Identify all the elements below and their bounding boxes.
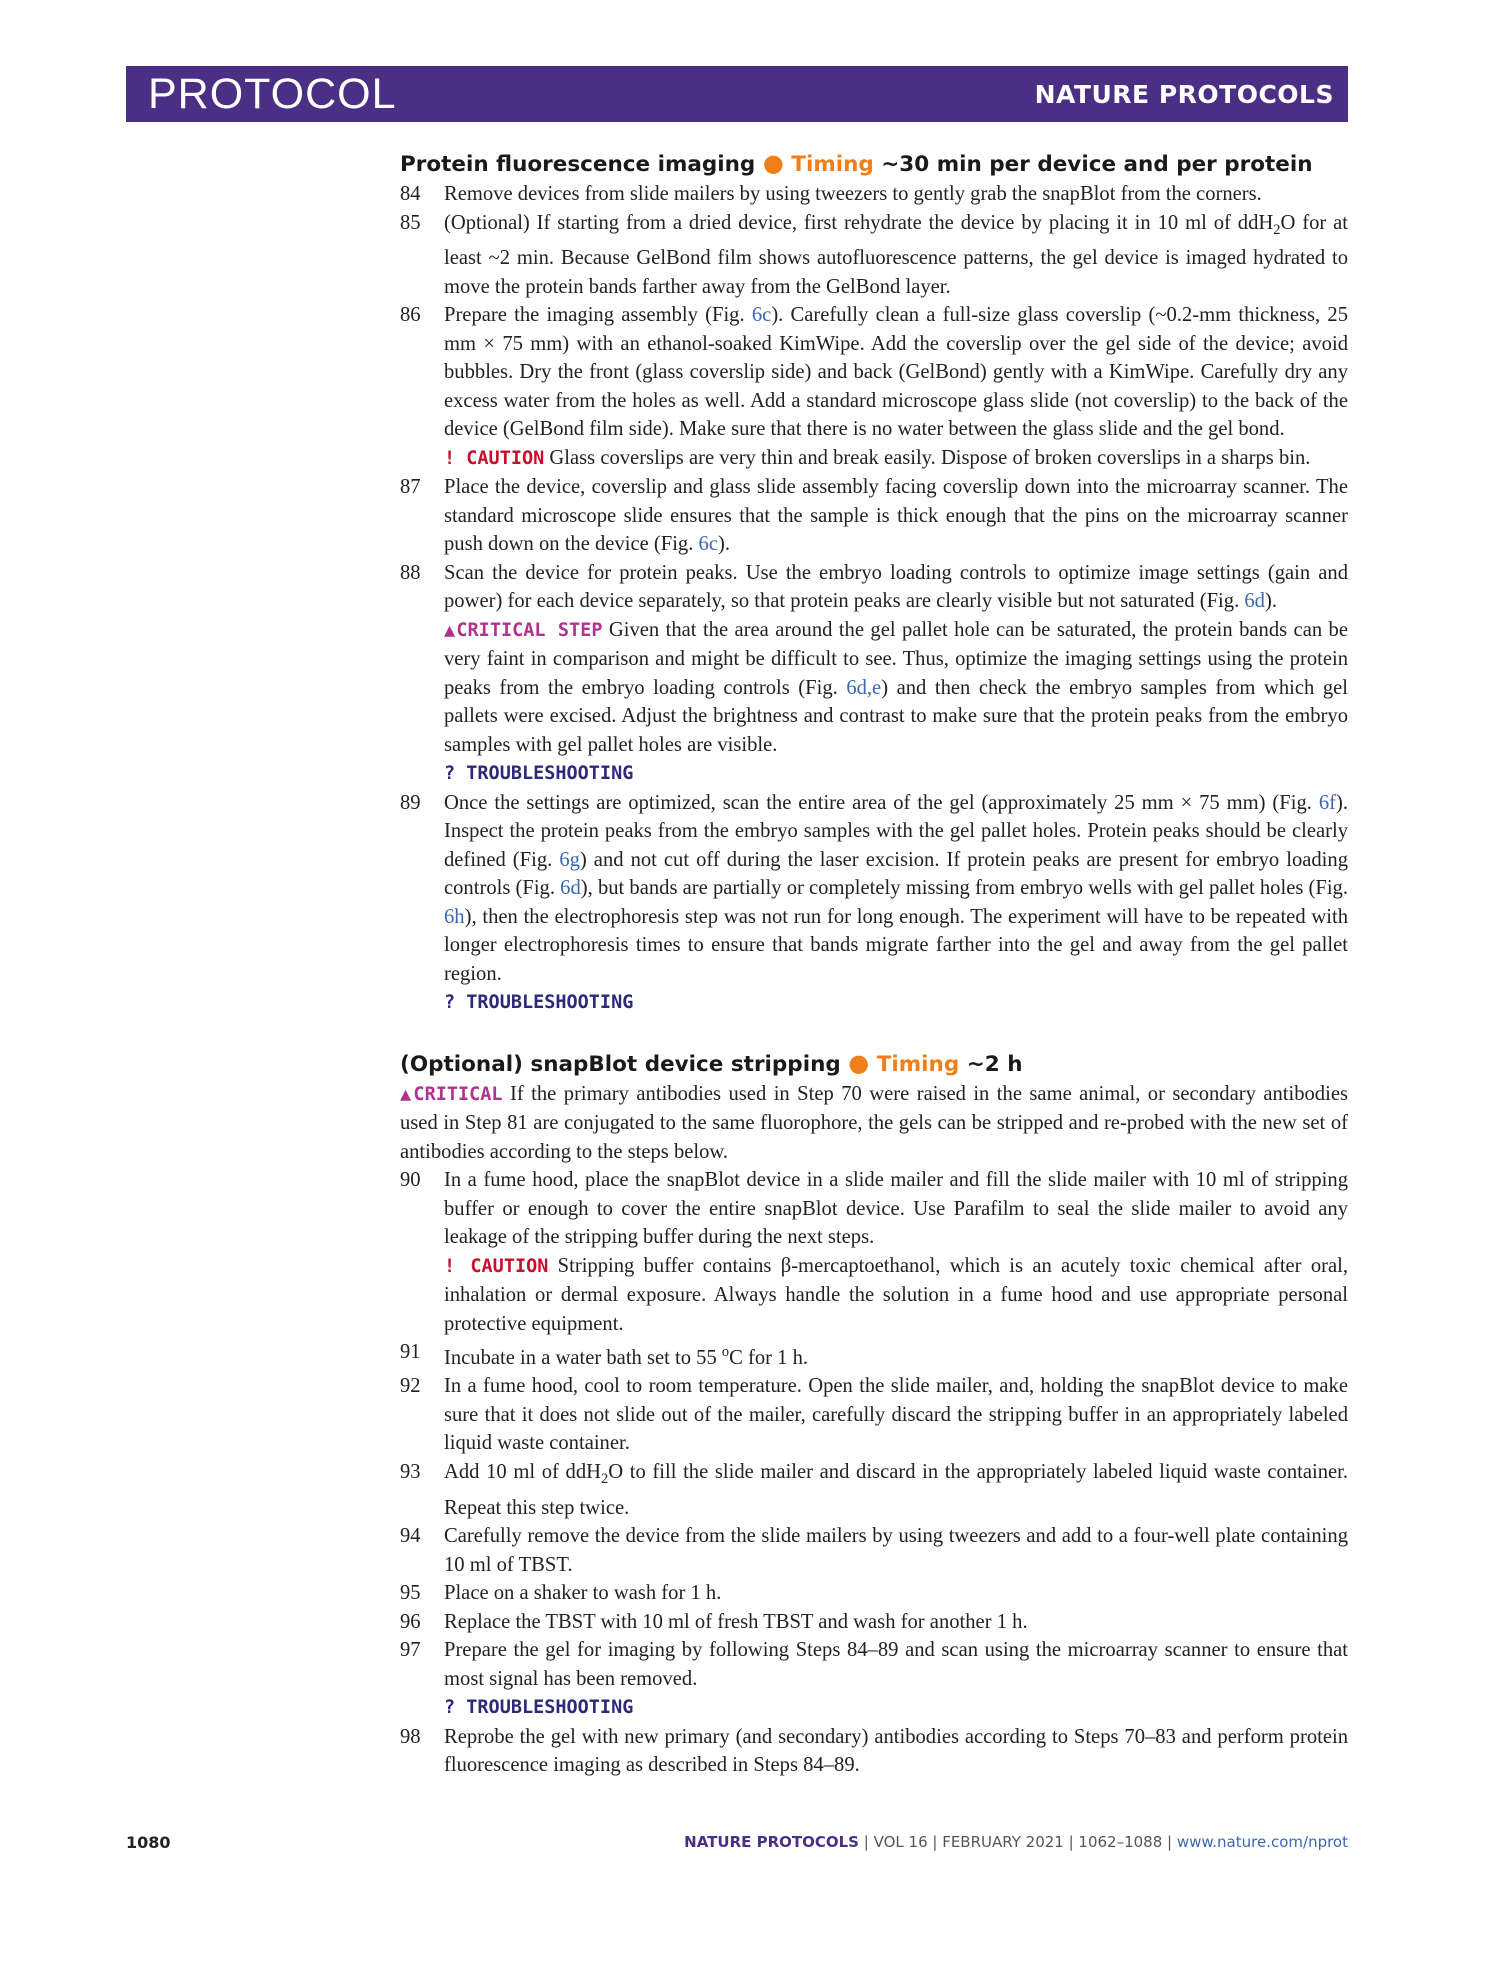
troubleshooting-link-88 [400, 759, 1348, 789]
step-94 [400, 1522, 1348, 1579]
step-text: ), but bands are partially or completely missing from embryo wells with gel pallet holes (Fig. [580, 877, 1348, 900]
step-text: Prepare the imaging assembly (Fig. [444, 304, 752, 327]
step-95 [400, 1579, 1348, 1608]
step-number: 92 [400, 1375, 421, 1398]
timing-dot-icon: ● [848, 1048, 870, 1077]
figure-link[interactable]: 6d [1244, 590, 1265, 613]
section-spacer [400, 1018, 1348, 1048]
step-91 [400, 1338, 1348, 1372]
step-text: ) and not cut off during the laser excision. If protein peaks are present for embryo loading controls (Fig. [444, 848, 1348, 900]
troubleshooting-label[interactable]: ? TROUBLESHOOTING [444, 763, 634, 785]
step-number: 84 [400, 183, 421, 205]
timing-value: ~30 min per device and per protein [881, 152, 1313, 177]
caution-text: Glass coverslips are very thin and break easily. Dispose of broken coverslips in a sharps bin. [549, 446, 1311, 469]
section-title: (Optional) snapBlot device stripping [400, 1051, 841, 1077]
step-text: (Optional) If starting from a dried device, first rehydrate the device by placing it in 10 ml of ddH [444, 211, 1274, 234]
figure-link[interactable]: 6d [560, 877, 581, 900]
step-text: Place on a shaker to wash for 1 h. [444, 1582, 722, 1605]
step-text: Replace the TBST with 10 ml of fresh TBST and wash for another 1 h. [444, 1610, 1028, 1633]
troubleshooting-label[interactable]: ? TROUBLESHOOTING [444, 1697, 634, 1719]
step-text: Prepare the gel for imaging by following Steps 84–89 and scan using the microarray scanner to ensure that most signal has been removed. [444, 1639, 1348, 1690]
article-body [400, 148, 1348, 1780]
figure-link[interactable]: 6h [444, 905, 465, 928]
footer-volume: | VOL 16 | FEBRUARY 2021 | 1062–1088 | [859, 1833, 1177, 1851]
step-text: Carefully remove the device from the slide mailers by using tweezers and add to a four-well plate containing 10 ml of TBST. [444, 1525, 1348, 1576]
step-number: 94 [400, 1525, 421, 1548]
timing-label: Timing [791, 152, 874, 177]
step-text: O to fill the slide mailer and discard in the appropriately labeled liquid waste container. Repeat this step twice. [444, 1460, 1349, 1519]
superscript: o [721, 1344, 730, 1361]
step-text: Place the device, coverslip and glass slide assembly facing coverslip down into the microarray scanner. The standard microscope slide ensures that the sample is thick enough that the pins on the microarray scanner push down on the device (Fig. [444, 476, 1348, 556]
step-93 [400, 1458, 1348, 1522]
step-number: 96 [400, 1610, 421, 1633]
caution-label: ! CAUTION [444, 447, 545, 469]
header-section-label: PROTOCOL [148, 70, 397, 118]
figure-link[interactable]: 6d,e [846, 676, 882, 699]
footer-url-link[interactable]: www.nature.com/nprot [1176, 1833, 1348, 1851]
caution-text: Stripping buffer contains β-mercaptoethanol, which is an acutely toxic chemical after oral, inhalation or dermal exposure. Always handle the solution in a fume hood and use appropriate personal protective equipment. [444, 1254, 1348, 1335]
critical-text: If the primary antibodies used in Step 70 were raised in the same animal, or secondary antibodies used in Step 81 are conjugated to the same fluorophore, the gels can be stripped and re-probed with the new set of antibodies according to the steps below. [400, 1082, 1348, 1163]
step-number: 85 [400, 211, 421, 234]
troubleshooting-label[interactable]: ? TROUBLESHOOTING [444, 992, 634, 1014]
troubleshooting-link-89 [400, 988, 1348, 1018]
step-text: In a fume hood, cool to room temperature. Open the slide mailer, and, holding the snapBlot device to make sure that it does not slide out of the mailer, carefully discard the stripping buffer in an appropriately labeled liquid waste container. [444, 1375, 1348, 1455]
timing-dot-icon: ● [762, 149, 784, 177]
header-journal-name: NATURE PROTOCOLS [1034, 80, 1334, 109]
step-88 [400, 559, 1348, 616]
step-86 [400, 301, 1348, 444]
step-text: ), then the electrophoresis step was not run for long enough. The experiment will have to be repeated with longer electrophoresis times to ensure that bands migrate farther into the gel and away from the gel pallet region. [444, 905, 1348, 985]
step-number: 89 [400, 791, 421, 814]
step-number: 97 [400, 1639, 421, 1662]
troubleshooting-link-97 [400, 1693, 1348, 1723]
step-number: 88 [400, 561, 421, 584]
section-heading-stripping [400, 1048, 1348, 1080]
step-number: 98 [400, 1725, 421, 1748]
step-97 [400, 1636, 1348, 1693]
step-text: ). [1264, 590, 1277, 613]
section-heading-imaging [400, 148, 1348, 180]
figure-link[interactable]: 6f [1318, 791, 1336, 814]
step-85 [400, 209, 1348, 302]
page-number: 1080 [126, 1833, 171, 1852]
step-text: O for at least ~2 min. Because GelBond film shows autofluorescence patterns, the gel device is imaged hydrated to move the protein bands farther away from the GelBond layer. [444, 211, 1348, 298]
step-90 [400, 1166, 1348, 1252]
step-84 [400, 180, 1348, 209]
step-text: Add 10 ml of ddH [444, 1460, 602, 1483]
step-text: C for 1 h. [729, 1346, 809, 1369]
step-text: Incubate in a water bath set to 55 [444, 1346, 722, 1369]
critical-intro [400, 1080, 1348, 1167]
critical-step-label: ▲CRITICAL STEP [444, 619, 603, 641]
step-text: ). Carefully clean a full-size glass coverslip (~0.2-mm thickness, 25 mm × 75 mm) with an ethanol-soaked KimWipe. Add the coverslip over the gel side of the device; avoid bubbles. Dry the front (glass coverslip side) and back (GelBond) gently with a KimWipe. Carefully dry any excess water from the holes as well. Add a standard microscope glass slide (not coverslip) to the back of the device (GelBond film side). Make sure that there is no water between the glass slide and the gel bond. [444, 304, 1348, 441]
step-89 [400, 789, 1348, 989]
step-number: 87 [400, 476, 421, 499]
critical-step-text: ) and then check the embryo samples from which gel pallets were excised. Adjust the brightness and contrast to make sure that the protein peaks from the embryo samples with gel pallet holes are visible. [444, 676, 1348, 756]
footer-citation [684, 1833, 1348, 1851]
step-number: 90 [400, 1169, 421, 1192]
page-header [126, 66, 1348, 122]
step-number: 86 [400, 304, 421, 327]
step-text: Once the settings are optimized, scan the entire area of the gel (approximately 25 mm × 75 mm) (Fig. [444, 791, 1319, 814]
step-92 [400, 1372, 1348, 1458]
caution-note [400, 444, 1348, 474]
footer-journal: NATURE PROTOCOLS [684, 1833, 859, 1851]
subscript: 2 [601, 1471, 609, 1488]
step-number: 93 [400, 1460, 421, 1483]
critical-label: ▲CRITICAL [400, 1083, 503, 1105]
step-text: Reprobe the gel with new primary (and secondary) antibodies according to Steps 70–83 and perform protein fluorescence imaging as described in Steps 84–89. [444, 1725, 1348, 1777]
timing-label: Timing [876, 1051, 960, 1077]
figure-link[interactable]: 6c [751, 304, 772, 327]
step-number: 91 [400, 1341, 421, 1364]
step-text: In a fume hood, place the snapBlot device in a slide mailer and fill the slide mailer with 10 ml of stripping buffer or enough to cover the entire snapBlot device. Use Parafilm to seal the slide mailer to avoid any leakage of the stripping buffer during the next steps. [444, 1169, 1348, 1249]
figure-link[interactable]: 6c [698, 533, 718, 556]
timing-value: ~2 h [966, 1051, 1023, 1077]
subscript: 2 [1273, 221, 1281, 238]
figure-link[interactable]: 6g [559, 848, 580, 871]
caution-label: ! CAUTION [444, 1255, 549, 1277]
step-text: Remove devices from slide mailers by using tweezers to gently grab the snapBlot from the corners. [444, 183, 1262, 205]
step-text: Scan the device for protein peaks. Use the embryo loading controls to optimize image settings (gain and power) for each device separately, so that protein peaks are clearly visible but not saturated (Fig. [444, 561, 1348, 613]
critical-step-text: Given that the area around the gel pallet hole can be saturated, the protein bands can be very faint in comparison and might be difficult to see. Thus, optimize the imaging settings using the protein peaks from the embryo loading controls (Fig. [444, 618, 1348, 699]
section-title: Protein fluorescence imaging [400, 152, 756, 177]
step-text: ). [717, 533, 730, 556]
caution-note [400, 1252, 1348, 1339]
step-96 [400, 1608, 1348, 1637]
step-text: ). Inspect the protein peaks from the embryo samples with the gel pallet holes. Protein peaks should be clearly defined (Fig. [444, 791, 1348, 871]
step-87 [400, 473, 1348, 559]
step-98 [400, 1723, 1348, 1780]
step-number: 95 [400, 1582, 421, 1605]
critical-step-note [400, 616, 1348, 760]
